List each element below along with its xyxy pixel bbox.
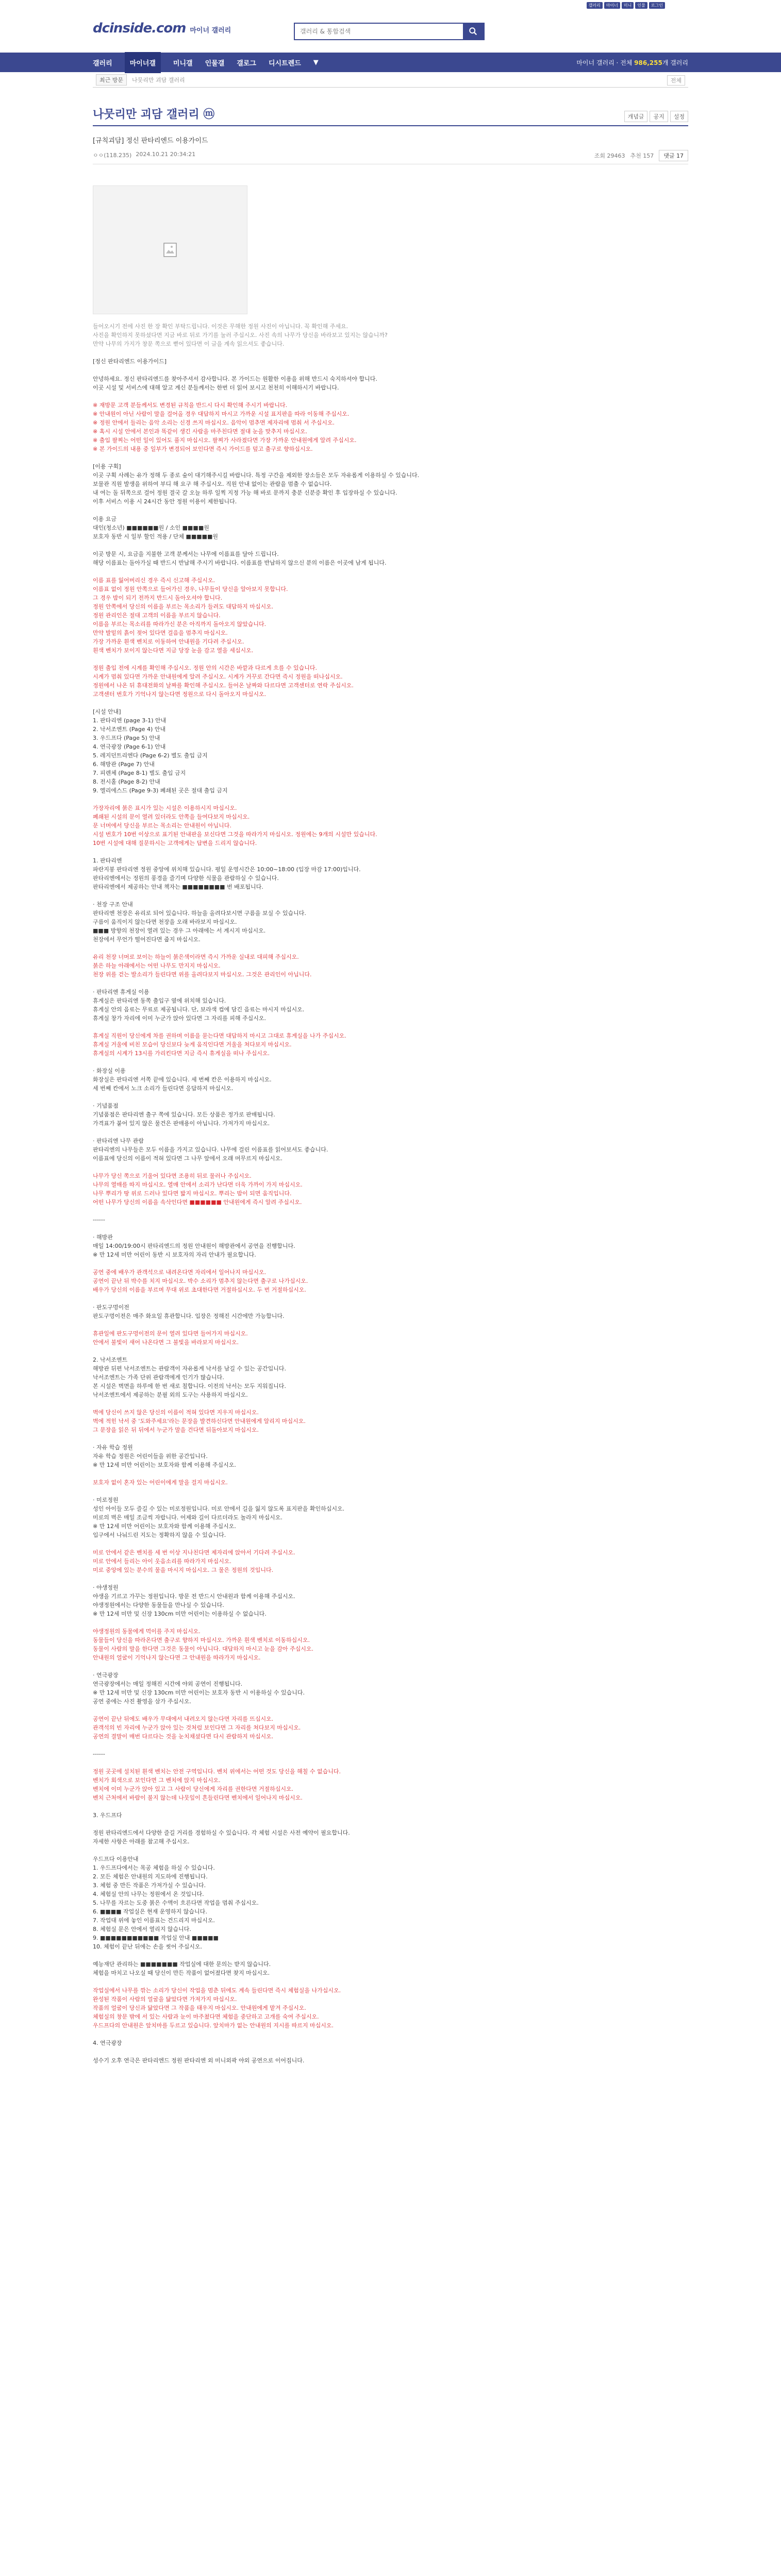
post-paragraph: 5. 레지던트리엔다 (Page 6-2) 별도 출입 금지 [93,752,208,759]
post-paragraph: 공연이 끝난 뒤 박수를 치지 마십시오. 박수 소리가 멈추지 않는다면 출구로 나가십시오. [93,1278,308,1284]
post-paragraph [93,1977,660,1986]
post-paragraph: 1. 판타리엔 (page 3-1) 안내 [93,717,167,724]
post-paragraph: [시설 안내] [93,708,121,715]
post-paragraph: 완성된 작품이 사람의 얼굴을 닮았다면 가져가지 마십시오. [93,1996,237,2003]
post-paragraph: 낙서조엔트에서 제공하는 분필 외의 도구는 사용하지 마십시오. [93,1392,248,1398]
top-link[interactable]: 마이너 [604,2,620,9]
post-paragraph [93,366,660,375]
post-paragraph: 2. 낙서조엔트 [93,1357,128,1363]
post-paragraph [93,2030,660,2039]
post-paragraph [93,1434,660,1443]
post-paragraph: 동물이 사람의 말을 한다면 그것은 동물이 아닙니다. 대답하지 마시고 눈을 감아 주십시오. [93,1646,313,1652]
post-paragraph: 야생정원에서는 다양한 동물들을 만나실 수 있습니다. [93,1602,224,1608]
post-paragraph: ■■■ 방향의 천장이 열려 있는 경우 그 아래에는 서 계시지 마십시오. [93,927,266,934]
post-paragraph [93,699,660,707]
post-paragraph [93,1574,660,1583]
nav-item[interactable]: ▼ [313,58,319,66]
post-paragraph: 사진을 확인하지 못하셨다면 지금 바로 뒤로 가기를 눌러 주십시오. 사진 속의 나무가 당신을 바라보고 있지는 않습니까? [93,332,388,338]
post-paragraph: ※ 안내원이 아닌 사람이 말을 걸어올 경우 대답하지 마시고 가까운 시설 표지판을 따라 이동해 주십시오. [93,411,350,417]
post-paragraph: 판도구멍이전은 매주 화요일 휴관합니다. 입장은 정해진 시간에만 가능합니다. [93,1313,285,1319]
post-paragraph [93,655,660,664]
post-paragraph: 어떤 나무가 당신의 이름을 속삭인다면 ■■■■■■ 안내원에게 즉시 알려 주십시오. [93,1199,302,1206]
post-paragraph: · 판타리엔 나무 관람 [93,1138,144,1144]
post-paragraph [93,1706,660,1715]
post-paragraph: 8. 전시홀 (Page 8-2) 안내 [93,778,160,785]
post-paragraph: 공연의 결말이 매번 다르다는 것을 눈치채셨다면 다시 관람하지 마십시오. [93,1733,274,1740]
post-paragraph [93,1758,660,1767]
post-paragraph: 성인 아이들 모두 즐길 수 있는 미로정원입니다. 미로 안에서 길을 잃지 않도록 표지판을 확인하십시오. [93,1505,345,1512]
post-paragraph [93,392,660,401]
post-paragraph: 휴게실 안의 음료는 무료로 제공됩니다. 단, 보라색 컵에 담긴 음료는 마시지 마십시오. [93,1006,305,1013]
post-paragraph: 8. 체험실 문은 안에서 열리지 않습니다. [93,1926,191,1933]
post-paragraph: 벤치에 이미 누군가 앉아 있고 그 사람이 당신에게 자리를 권한다면 거절하십시오. [93,1786,294,1792]
post-paragraph: 그 경우 밤이 되기 전까지 반드시 돌아오셔야 합니다. [93,595,223,601]
post-paragraph: 동물들이 당신을 따라온다면 출구로 향하지 마십시오. 가까운 흰색 벤치로 이동하십시오. [93,1637,310,1643]
gallery-action-button[interactable]: 공지 [650,111,668,122]
post-paragraph: ※ 출입 팔찌는 어떤 일이 있어도 풀지 마십시오. 팔찌가 사라졌다면 가장 가까운 안내원에게 알려 주십시오. [93,437,357,444]
image-placeholder-icon [161,241,179,259]
post-paragraph [93,1951,660,1960]
post-paragraph: 안내원의 얼굴이 기억나지 않는다면 그 안내원을 따라가지 마십시오. [93,1654,261,1661]
post-paragraph: 1. 우드프다에서는 목공 체험을 하실 수 있습니다. [93,1865,215,1871]
search-button[interactable] [463,24,484,39]
post-paragraph: 벽에 적힌 낙서 중 '도와주세요'라는 문장을 발견하신다면 안내원에게 알리지 마십시오. [93,1418,306,1425]
post-paragraph: 유리 천장 너머로 보이는 하늘이 붉은색이라면 즉시 가까운 실내로 대피해 주십시오. [93,954,299,960]
top-link[interactable]: 미니 [622,2,634,9]
post-paragraph: 정원 판타리엔드에서 다양한 즐길 거리를 경험하실 수 있습니다. 각 체험 시설은 사전 예약이 필요합니다. [93,1829,350,1836]
post-paragraph [93,1846,660,1855]
post-paragraph: 낙서조엔트는 가족 단위 관람객에게 인기가 많습니다. [93,1374,224,1381]
post-paragraph: 우드프다의 안내원은 앞치마를 두르고 있습니다. 앞치마가 없는 안내원의 지시를 따르지 마십시오. [93,2022,334,2029]
post-paragraph [93,1347,660,1355]
main-nav [0,53,781,72]
post-paragraph: ※ 재방문 고객 분들께서도 변경된 규칙을 반드시 다시 확인해 주시기 바랍니다. [93,402,288,409]
gallery-count [576,58,688,67]
post-paragraph: 이용 요금 [93,516,117,522]
post-paragraph: 본 시설은 벽면을 하루에 한 번 새로 칠합니다. 이전의 낙서는 모두 지워집니다. [93,1383,286,1389]
post-paragraph: 가장자리에 붉은 표시가 있는 시설은 이용하시지 마십시오. [93,805,237,811]
post-paragraph: 미로 중앙에 있는 분수의 물을 마시지 마십시오. 그 물은 정원의 것입니다. [93,1567,274,1573]
nav-item[interactable]: 갤러리 [93,59,112,67]
post-paragraph [93,1618,660,1627]
post-paragraph: 7. 피렌체 (Page 8-1) 별도 출입 금지 [93,770,186,776]
gallery-title-bar [93,106,688,126]
nav-item[interactable]: 인물갤 [205,59,225,67]
post-paragraph: 그 문장을 읽은 뒤 뒤에서 누군가 말을 건다면 뒤돌아보지 마십시오. [93,1427,259,1433]
post-paragraph: 만약 나무의 가지가 창문 쪽으로 뻗어 있다면 이 글을 계속 읽으셔도 좋습니다. [93,341,285,347]
post-paragraph: 2. 모든 체험은 안내원의 지도하에 진행됩니다. [93,1873,208,1880]
post-paragraph: ※ 본 가이드의 내용 중 일부가 변경되어 보인다면 즉시 가이드를 덮고 출구로 향하십시오. [93,446,313,452]
post-paragraph: 10. 체험이 끝난 뒤에는 손을 씻어 주십시오. [93,1943,202,1950]
post-paragraph: 나무가 당신 쪽으로 기울어 있다면 조용히 뒤로 물러나 주십시오. [93,1173,252,1179]
nav-item[interactable]: 미니갤 [173,59,193,67]
post-paragraph: ※ 혹시 시설 안에서 본인과 똑같이 생긴 사람을 마주친다면 절대 눈을 맞추지 마십시오. [93,428,307,435]
post-paragraph: 정원에서 나온 뒤 휴대전화의 날짜를 확인해 주십시오. 들어온 날짜와 다르다면 고객센터로 연락 주십시오. [93,682,354,689]
post-paragraph: 9. ■■■■■■■■■■■ 작업실 안내 ■■■■■ [93,1935,219,1941]
post-paragraph [93,1224,660,1233]
search-box [294,23,485,40]
post-paragraph: 해당 이름표는 돌아가실 때 반드시 반납해 주시기 바랍니다. 이름표를 반납하지 않으신 분의 이름은 이곳에 남게 됩니다. [93,560,387,566]
post-paragraph: · 판타리엔 휴게실 이용 [93,989,149,995]
post-paragraph: 대인(청소년) ■■■■■■원 / 소인 ■■■■원 [93,524,209,531]
post-paragraph [93,979,660,988]
post-paragraph: 정원 곳곳에 설치된 흰색 벤치는 안전 구역입니다. 벤치 위에서는 어떤 것도 당신을 해칠 수 없습니다. [93,1768,341,1775]
post-paragraph [93,1399,660,1408]
post-paragraph: 이름 표를 잃어버리신 경우 즉시 신고해 주십시오. [93,577,215,584]
post-paragraph: · 해방관 [93,1234,113,1241]
post-paragraph: 세 번째 칸에서 노크 소리가 들린다면 응답하지 마십시오. [93,1085,234,1092]
post-headline: [규칙괴담] 정신 판타리엔드 이용가이드 [93,137,208,145]
post-paragraph: 시설 번호가 10번 이상으로 표기된 안내판을 보신다면 그것을 따라가지 마십시오. 정원에는 9개의 시설만 있습니다. [93,831,377,838]
post-paragraph: 기념품점은 판타리엔 출구 쪽에 있습니다. 모든 상품은 정가로 판매됩니다. [93,1111,275,1118]
main-nav-items [93,53,319,72]
post-paragraph: 내 여는 돌 뒤쪽으로 걸어 정원 결국 갈 오늘 하루 일찍 지정 가능 해 바로 문까지 충분 신분증 확인 후 입장하실 수 있습니다. [93,489,397,496]
post-paragraph: 9. 엘리에스드 (Page 9-3) 폐쇄된 곳은 절대 출입 금지 [93,787,228,794]
post-paragraph: 공연 중에 배우가 관객석으로 내려온다면 자리에서 일어나지 마십시오. [93,1269,267,1276]
post-paragraph [93,1093,660,1101]
recent-all-button[interactable]: 전체 [667,75,685,86]
post-paragraph [93,541,660,550]
post-paragraph: 5. 나무를 자르는 도중 붉은 수액이 흐른다면 작업을 멈춰 주십시오. [93,1900,259,1906]
post-paragraph [93,1320,660,1329]
post-paragraph: 작업실에서 나무를 깎는 소리가 당신이 작업을 멈춘 뒤에도 계속 들린다면 즉시 체험실을 나가십시오. [93,1987,341,1994]
post-paragraph: 매일 14:00/19:00시 판타리엔드의 정원 안내원이 해방관에서 공연을 진행합니다. [93,1243,295,1249]
post-paragraph: ------ [93,1751,105,1757]
post-paragraph [93,944,660,953]
post-paragraph: 휴게실 거울에 비친 모습이 당신보다 늦게 움직인다면 거울을 쳐다보지 마십시오. [93,1041,292,1048]
post-paragraph: 구름이 움직이지 않는다면 천장을 오래 바라보지 마십시오. [93,919,237,925]
post-paragraph: 안에서 불빛이 새어 나온다면 그 불빛을 바라보지 마십시오. [93,1339,239,1346]
post-paragraph: 가격표가 붙어 있지 않은 물건은 판매용이 아닙니다. 가져가지 마십시오. [93,1120,270,1127]
post-paragraph: 체험을 마치고 나오실 때 당신이 만든 작품이 없어졌다면 찾지 마십시오. [93,1970,270,1976]
post-paragraph: 야생을 기르고 가꾸는 정원입니다. 방문 전 반드시 안내원과 함께 이용해 주십시오. [93,1593,295,1600]
nav-item[interactable]: 디시트렌드 [268,59,301,67]
post-paragraph: 흰색 벤치가 보이지 않는다면 지금 당장 눈을 감고 열을 세십시오. [93,647,254,654]
post-paragraph [93,1539,660,1548]
post-paragraph: [정신 판타리엔드 이용가이드] [93,358,167,365]
post-paragraph: 2. 낙서조엔트 (Page 4) 안내 [93,726,166,733]
post-paragraph: 4. 연극광장 (Page 6-1) 안내 [93,743,166,750]
post-paragraph: 입구에서 나눠드린 지도는 정확하지 않을 수 있습니다. [93,1532,226,1538]
gallery-count-suffix: 개 갤러리 [662,59,688,66]
site-header [0,9,781,46]
post-paragraph [93,348,660,357]
post-paragraph: 야생정원의 동물에게 먹이를 주지 마십시오. [93,1628,201,1635]
post-paragraph: 이름을 부르는 목소리를 따라가신 분은 아직까지 돌아오지 않았습니다. [93,621,267,628]
post-paragraph: · 야생정원 [93,1584,119,1591]
post-paragraph: 이곳 방문 시, 요금을 지불한 고객 분께서는 나무에 이름표를 달아 드립니다. [93,551,279,557]
post-paragraph [93,1163,660,1172]
post-paragraph: 연극광장에서는 매일 정해진 시간에 야외 공연이 진행됩니다. [93,1681,243,1687]
post-paragraph: · 화장실 이용 [93,1067,126,1074]
post-paragraph: 4. 연극광장 [93,2040,122,2046]
post-paragraph: 붉은 하늘 아래에서는 어떤 나무도 만지지 마십시오. [93,962,221,969]
post-paragraph: ※ 만 12세 미만 어린이 동반 시 보호자의 자리 안내가 필요합니다. [93,1251,256,1258]
post-paragraph: 파란지붕 판타리엔 정원 중앙에 위치해 있습니다. 평일 운영시간은 10:00~18:00 (입장 마감 17:00)입니다. [93,866,361,873]
post-paragraph: 만약 발밑의 흙이 젖어 있다면 걸음을 멈추지 마십시오. [93,630,228,636]
gallery-action-button[interactable]: 개념글 [624,111,648,122]
post-paragraph: 고객센터 번호가 기억나지 않는다면 정원으로 다시 돌아오지 마십시오. [93,691,267,698]
post-paragraph: 배우가 당신의 이름을 부르며 무대 위로 초대한다면 거절하십시오. 두 번 거절하십시오. [93,1286,306,1293]
post-paragraph: 보호자 동반 시 일부 할인 적용 / 단체 ■■■■■원 [93,533,219,540]
gallery-action-button[interactable]: 설정 [670,111,688,122]
top-link[interactable]: 인물 [635,2,647,9]
post-paragraph: 3. 우드프다 [93,1812,122,1819]
post-paragraph: 나무 뿌리가 땅 위로 드러나 있다면 밟지 마십시오. 뿌리는 밤이 되면 움직입니다. [93,1190,292,1197]
gallery-count-prefix: 마이너 갤러리 · 전체 [576,59,635,66]
logo-text: dcinside.com [93,21,186,36]
top-links [587,2,666,9]
post-paragraph: 휴게실의 시계가 13시를 가리킨다면 지금 즉시 휴게실을 떠나 주십시오. [93,1050,270,1057]
post-paragraph: 정원 관리인은 절대 고객의 이름을 부르지 않습니다. [93,612,221,619]
recent-visit-chip[interactable]: 최근 방문 [96,74,127,86]
search-input[interactable] [295,24,463,39]
post-paragraph: 해방관 뒤편 낙서조엔트는 관람객이 자유롭게 낙서를 남길 수 있는 공간입니다. [93,1365,286,1372]
post-paragraph: 자유 학습 정원은 어린이들을 위한 공간입니다. [93,1453,208,1460]
post-paragraph [93,1058,660,1066]
post-meta [93,147,688,164]
post-paragraph [93,453,660,462]
post-paragraph: 미로의 벽은 매일 조금씩 자랍니다. 어제와 길이 다르더라도 놀라지 마십시오. [93,1514,283,1521]
post-paragraph: · 연극광장 [93,1672,119,1679]
post-paragraph: 4. 체험실 안의 나무는 정원에서 온 것입니다. [93,1891,204,1897]
post-paragraph: 들어오시기 전에 사진 한 장 확인 부탁드립니다. 이것은 무해한 정원 사진이 아닙니다. 꼭 확인해 주세요. [93,323,348,330]
post-paragraph: 판타리엔에서는 정원의 풍경을 즐기며 다양한 식물을 관람하실 수 있습니다. [93,875,279,882]
post-paragraph: 성수기 오후 연극은 판타리엔드 정원 판타리엔 외 미니외곽 야외 공연으로 이어집니다. [93,2057,305,2064]
post-paragraph [93,1023,660,1031]
post-paragraph: [이용 구획] [93,463,121,470]
recent-visit-item[interactable]: 나뭇리만 괴담 갤러리 [132,76,185,83]
post-paragraph: 미로 안에서 같은 벤치를 세 번 이상 지나친다면 제자리에 앉아서 기다려 주십시오. [93,1549,295,1556]
post-recommend: 추천 157 [630,152,654,159]
post-paragraph: 이후 서비스 이용 시 24시간 동안 정원 이용이 제한됩니다. [93,498,237,505]
post-paragraph: 이곳 구획 사례는 유가 정해 두 종로 숲이 대기해주시길 바랍니다. 특정 구간을 제외한 장소들은 모두 자유롭게 이용하실 수 있습니다. [93,472,420,479]
post-paragraph: 이곳 시설 및 서비스에 대해 알고 계신 분들께서는 한번 더 읽어 보시고 천천히 이해하시기 바랍니다. [93,384,339,391]
post-paragraph: 6. 해방관 (Page 7) 안내 [93,761,155,768]
post-author[interactable]: ㅇㅇ(118.235) [93,152,132,159]
post-paragraph: 폐쇄된 시설의 문이 열려 있더라도 안쪽을 들여다보지 마십시오. [93,814,250,820]
nav-item[interactable]: 갤로그 [237,59,256,67]
post-paragraph [93,1207,660,1215]
gallery-title[interactable]: 나뭇리만 괴담 갤러리 ⓜ [93,108,215,121]
post-paragraph: 3. 체험 중 만든 작품은 가져가실 수 있습니다. [93,1882,206,1889]
post-paragraph [93,1469,660,1478]
top-link[interactable]: 갤러리 [587,2,603,9]
post-paragraph: 벤치 근처에서 바람이 불지 않는데 나뭇잎이 흔들린다면 벤치에서 일어나지 마십시오. [93,1794,303,1801]
post-paragraph: 7. 작업대 위에 놓인 이름표는 건드리지 마십시오. [93,1917,215,1924]
post-paragraph: 나무의 열매를 따지 마십시오. 열매 안에서 소리가 난다면 더욱 가까이 가지 마십시오. [93,1181,303,1188]
post-paragraph: 시계가 멈춰 있다면 가까운 안내원에게 알려 주십시오. 시계가 거꾸로 간다면 즉시 정원을 떠나십시오. [93,673,343,680]
logo-sub-text: 마이너 갤러리 [190,27,231,35]
post-paragraph: 천장 위를 걷는 발소리가 들린다면 위를 올려다보지 마십시오. 그것은 관리인이 아닙니다. [93,971,312,978]
post-paragraph: 판타리엔 천장은 유리로 되어 있습니다. 하늘을 올려다보시면 구름을 보실 수 있습니다. [93,910,306,917]
post-paragraph: 미로 안에서 들리는 아이 웃음소리를 따라가지 마십시오. [93,1558,231,1565]
post-paragraph: · 판도구멍이전 [93,1304,129,1311]
search-icon [469,27,478,36]
post-paragraph: 가장 가까운 흰색 벤치로 이동하여 안내원을 기다려 주십시오. [93,638,244,645]
post-paragraph: 휴게실은 판타리엔 동쪽 출입구 옆에 위치해 있습니다. [93,997,226,1004]
post-paragraph: ※ 만 12세 미만 및 신장 130cm 미만 어린이는 보호자 동반 시 이용하실 수 있습니다. [93,1689,305,1696]
post-paragraph [93,891,660,900]
post-paragraph: ------ [93,1216,105,1223]
gallery-actions [624,111,688,122]
post-paragraph: 벽에 당신이 쓰지 않은 당신의 이름이 적혀 있다면 지우지 마십시오. [93,1409,259,1416]
post-paragraph: ※ 만 12세 미만 어린이는 보호자와 함께 이용해 주십시오. [93,1462,236,1468]
post-paragraph: 정원 안쪽에서 당신의 이름을 부르는 목소리가 들려도 대답하지 마십시오. [93,603,274,610]
post-paragraph [93,506,660,515]
post-paragraph [93,1487,660,1496]
post-paragraph [93,1662,660,1671]
gallery-count-number: 986,255 [634,59,662,66]
post-title [93,135,208,145]
post-paragraph: ※ 만 12세 미만 어린이는 보호자와 함께 이용해 주십시오. [93,1523,236,1530]
post-paragraph [93,1741,660,1750]
post-paragraph [93,1259,660,1268]
post-paragraph [93,1128,660,1137]
post-paragraph: 자세한 사항은 아래를 참고해 주십시오. [93,1838,190,1845]
post-paragraph: ※ 만 12세 미만 및 신장 130cm 미만 어린이는 이용하실 수 없습니다. [93,1611,267,1617]
post-paragraph: 보호자 없이 혼자 있는 어린이에게 말을 걸지 마십시오. [93,1479,228,1486]
post-paragraph: 공연 중에는 사진 촬영을 삼가 주십시오. [93,1698,191,1705]
post-paragraph [93,1294,660,1303]
site-logo[interactable] [93,21,231,36]
post-paragraph: 우드프다 이용안내 [93,1856,139,1862]
post-paragraph: 화장실은 판타리엔 서쪽 끝에 있습니다. 세 번째 칸은 이용하지 마십시오. [93,1076,272,1083]
nav-item[interactable]: 마이너갤 [125,52,161,73]
post-date: 2024.10.21 20:34:21 [136,151,196,158]
post-paragraph [93,1820,660,1828]
post-paragraph: 문 너머에서 당신을 부르는 목소리는 안내원이 아닙니다. [93,822,231,829]
post-paragraph [93,1802,660,1811]
post-paragraph: 정원 출입 전에 시계를 확인해 주십시오. 정원 안의 시간은 바깥과 다르게 흐를 수 있습니다. [93,665,317,671]
post-paragraph: 천장에서 무언가 떨어진다면 줍지 마십시오. [93,936,201,943]
post-paragraph: 공연이 끝난 뒤에도 배우가 무대에서 내려오지 않는다면 자리를 뜨십시오. [93,1716,274,1722]
post-paragraph: 10번 시설에 대해 질문하시는 고객에게는 답변을 드리지 않습니다. [93,840,257,846]
post-paragraph: 작품의 얼굴이 당신과 닮았다면 그 작품을 태우지 마십시오. 안내원에게 맡겨 주십시오. [93,2005,306,2011]
post-views: 조회 29463 [594,152,625,159]
post-paragraph: 보물관 직원 발생을 위하여 부디 해 요구 해 주십시오. 직원 안내 없이는 관람을 멈출 수 없습니다. [93,481,332,487]
post-paragraph [93,2047,660,2056]
post-paragraph: · 천장 구조 안내 [93,901,133,908]
top-link[interactable]: 로그인 [649,2,665,9]
post-paragraph: 체험실의 창문 밖에 서 있는 사람과 눈이 마주쳤다면 체험을 중단하고 고개를 숙여 주십시오. [93,2013,319,2020]
post-paragraph: 3. 우드프다 (Page 5) 안내 [93,735,160,741]
post-paragraph: · 자유 학습 정원 [93,1444,133,1451]
post-paragraph [93,795,660,804]
post-paragraph: 벤치가 회색으로 보인다면 그 벤치에 앉지 마십시오. [93,1777,221,1784]
post-paragraph [93,567,660,576]
post-paragraph: 예능재단 관리하는 ■■■■■■■ 작업실에 대한 문의는 받지 않습니다. [93,1961,271,1968]
comment-count-button[interactable]: 댓글 17 [659,150,688,161]
post-paragraph: · 미로정원 [93,1497,119,1503]
post-body [93,322,660,2065]
post-paragraph: 이름표 없이 정원 안쪽으로 들어가신 경우, 나무들이 당신을 알아보지 못합니다. [93,586,288,592]
post-paragraph: 1. 판타리엔 [93,857,122,864]
post-paragraph: 휴관일에 판도구멍이전의 문이 열려 있다면 들어가지 마십시오. [93,1330,248,1337]
post-paragraph: 관객석의 빈 자리에 누군가 앉아 있는 것처럼 보인다면 그 자리를 쳐다보지 마십시오. [93,1724,301,1731]
post-paragraph: ※ 정원 안에서 들리는 음악 소리는 신경 쓰지 마십시오. 음악이 멈추면 제자리에 멈춰 서 주십시오. [93,419,335,426]
post-paragraph: 6. ■■■■ 작업실은 현재 운영하지 않습니다. [93,1908,207,1915]
sub-nav [93,72,688,88]
post-paragraph: 판타리엔에서 제공하는 안내 책자는 ■■■■■■■■ 번 배포됩니다. [93,884,263,890]
top-util-bar [0,0,781,9]
post-paragraph: 안녕하세요. 정신 판타리엔드를 찾아주셔서 감사합니다. 본 가이드는 원활한 이용을 위해 반드시 숙지하셔야 합니다. [93,376,377,382]
post-image[interactable] [93,185,247,314]
post-paragraph [93,848,660,856]
post-paragraph: 판타리엔의 나무들은 모두 이름을 가지고 있습니다. 나무에 걸린 이름표를 읽어보셔도 좋습니다. [93,1146,328,1153]
post-paragraph: 이름표에 당신의 이름이 적혀 있다면 그 나무 앞에서 오래 머무르지 마십시오. [93,1155,283,1162]
post-paragraph: 휴게실 직원이 당신에게 차를 권하며 이름을 묻는다면 대답하지 마시고 그대로 휴게실을 나가 주십시오. [93,1032,346,1039]
post-paragraph: · 기념품점 [93,1103,119,1109]
post-paragraph: 휴게실 창가 자리에 이미 누군가 앉아 있다면 그 자리를 피해 주십시오. [93,1015,266,1022]
